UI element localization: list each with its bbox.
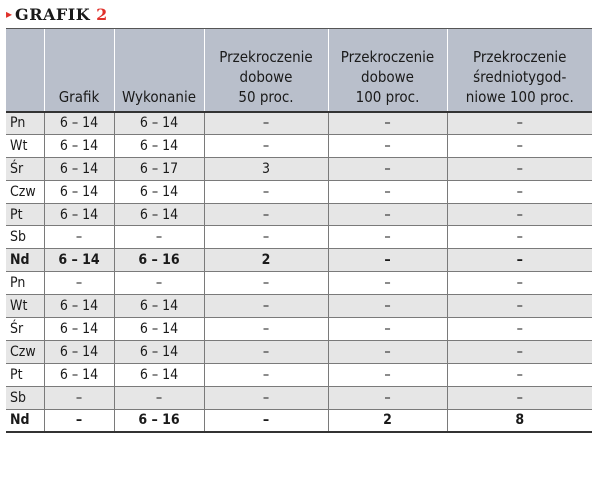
table-cell-overtime-daily-100: – [328, 112, 447, 135]
table-cell-overtime-daily-50: – [204, 295, 328, 318]
table-cell-wykonanie: 6 – 14 [114, 134, 204, 157]
table-cell-overtime-weekly-100: – [447, 112, 592, 135]
table-cell-overtime-daily-100: – [328, 249, 447, 272]
table-cell-overtime-weekly-100: – [447, 272, 592, 295]
table-cell-overtime-weekly-100: – [447, 134, 592, 157]
figure-number: 2 [96, 4, 108, 24]
table-row [6, 180, 592, 203]
table-cell-overtime-weekly-100: – [447, 249, 592, 272]
table-cell-overtime-daily-100: – [328, 203, 447, 226]
table-cell-grafik: – [44, 226, 114, 249]
table-row [6, 134, 592, 157]
table-cell-grafik: 6 – 14 [44, 318, 114, 341]
table-cell-grafik: 6 – 14 [44, 134, 114, 157]
day-cell: Pn [6, 272, 44, 295]
column-header-line: Wykonanie [121, 87, 197, 106]
day-cell: Sb [6, 226, 44, 249]
day-cell: Nd [6, 249, 44, 272]
table-cell-overtime-daily-50: – [204, 180, 328, 203]
figure-header [6, 3, 107, 25]
table-row [6, 318, 592, 341]
table-cell-overtime-daily-50: – [204, 318, 328, 341]
table-cell-grafik: 6 – 14 [44, 363, 114, 386]
table-cell-grafik: – [44, 409, 114, 432]
column-header-line: dobowe [239, 67, 293, 86]
column-header-overtime-weekly-100 [447, 29, 592, 112]
table-cell-wykonanie: 6 – 14 [114, 180, 204, 203]
table-row [6, 272, 592, 295]
table-cell-overtime-daily-50: – [204, 203, 328, 226]
table-cell-overtime-daily-100: – [328, 180, 447, 203]
day-cell: Czw [6, 180, 44, 203]
table-cell-grafik: – [44, 272, 114, 295]
day-cell: Sb [6, 386, 44, 409]
table-cell-wykonanie: 6 – 14 [114, 203, 204, 226]
column-header-line: niowe 100 proc. [465, 87, 574, 106]
table-cell-wykonanie: 6 – 14 [114, 340, 204, 363]
column-header-grafik [44, 29, 114, 112]
table-cell-overtime-daily-50: – [204, 409, 328, 432]
table-cell-wykonanie: 6 – 16 [114, 409, 204, 432]
table-cell-grafik: 6 – 14 [44, 340, 114, 363]
table-cell-overtime-weekly-100: – [447, 180, 592, 203]
table-cell-grafik: 6 – 14 [44, 295, 114, 318]
column-header-line: Przekroczenie [472, 47, 567, 66]
day-cell: Wt [6, 134, 44, 157]
table-cell-wykonanie: 6 – 14 [114, 363, 204, 386]
day-cell: Pt [6, 363, 44, 386]
table-cell-overtime-daily-50: 2 [204, 249, 328, 272]
day-cell: Pt [6, 203, 44, 226]
table-row [6, 340, 592, 363]
table-row [6, 363, 592, 386]
schedule-table [6, 28, 592, 433]
table-cell-overtime-daily-100: – [328, 318, 447, 341]
table-cell-wykonanie: – [114, 386, 204, 409]
table-cell-overtime-daily-50: – [204, 386, 328, 409]
table-cell-overtime-weekly-100: – [447, 157, 592, 180]
column-header-line: Przekroczenie [219, 47, 313, 66]
table-cell-overtime-daily-50: – [204, 363, 328, 386]
table-cell-grafik: 6 – 14 [44, 180, 114, 203]
day-cell: Nd [6, 409, 44, 432]
table-cell-overtime-daily-50: – [204, 226, 328, 249]
column-header-line: średniotygod- [473, 67, 567, 86]
column-header-line: dobowe [361, 67, 414, 86]
table-cell-overtime-weekly-100: – [447, 226, 592, 249]
table-cell-wykonanie: 6 – 14 [114, 112, 204, 135]
column-header-day [6, 29, 44, 112]
arrow-icon: ▸ [6, 7, 13, 21]
table-cell-overtime-daily-50: – [204, 134, 328, 157]
figure-title: GRAFIK [15, 4, 91, 24]
table-cell-overtime-daily-100: – [328, 340, 447, 363]
table-cell-overtime-daily-100: – [328, 157, 447, 180]
table-cell-overtime-weekly-100: – [447, 363, 592, 386]
table-cell-overtime-daily-50: – [204, 112, 328, 135]
table-cell-overtime-weekly-100: – [447, 386, 592, 409]
table-row [6, 409, 592, 432]
table-cell-overtime-daily-100: – [328, 226, 447, 249]
table-row [6, 203, 592, 226]
table-header [6, 29, 592, 112]
table-cell-wykonanie: – [114, 272, 204, 295]
table-cell-wykonanie: 6 – 16 [114, 249, 204, 272]
table-cell-overtime-daily-100: – [328, 363, 447, 386]
table-cell-wykonanie: – [114, 226, 204, 249]
table-row [6, 157, 592, 180]
table-row [6, 226, 592, 249]
table-cell-overtime-daily-50: 3 [204, 157, 328, 180]
table-cell-grafik: 6 – 14 [44, 203, 114, 226]
column-header-line: 100 proc. [355, 87, 420, 106]
column-header-overtime-daily-50 [204, 29, 328, 112]
day-cell: Wt [6, 295, 44, 318]
column-header-line: 50 proc. [238, 87, 294, 106]
table-cell-grafik: 6 – 14 [44, 157, 114, 180]
column-header-line: Przekroczenie [340, 47, 435, 66]
column-header-overtime-daily-100 [328, 29, 447, 112]
table-cell-overtime-daily-100: 2 [328, 409, 447, 432]
table-cell-grafik: 6 – 14 [44, 249, 114, 272]
table-row [6, 249, 592, 272]
day-cell: Czw [6, 340, 44, 363]
table-cell-grafik: 6 – 14 [44, 112, 114, 135]
column-header-wykonanie [114, 29, 204, 112]
table-cell-overtime-weekly-100: 8 [447, 409, 592, 432]
table-cell-overtime-daily-100: – [328, 386, 447, 409]
table-row [6, 112, 592, 135]
table-row [6, 386, 592, 409]
column-header-line: Grafik [58, 87, 100, 106]
table-body [6, 112, 592, 432]
table-cell-overtime-weekly-100: – [447, 340, 592, 363]
table-cell-overtime-daily-100: – [328, 272, 447, 295]
day-cell: Pn [6, 112, 44, 135]
table-cell-overtime-daily-100: – [328, 134, 447, 157]
header-row [6, 29, 592, 112]
table-cell-overtime-daily-50: – [204, 340, 328, 363]
table-cell-overtime-weekly-100: – [447, 203, 592, 226]
table-cell-overtime-weekly-100: – [447, 295, 592, 318]
table-cell-overtime-daily-50: – [204, 272, 328, 295]
day-cell: Śr [6, 318, 44, 341]
table-cell-wykonanie: 6 – 14 [114, 318, 204, 341]
day-cell: Śr [6, 157, 44, 180]
table-row [6, 295, 592, 318]
table-cell-overtime-daily-100: – [328, 295, 447, 318]
table-cell-wykonanie: 6 – 17 [114, 157, 204, 180]
table-cell-wykonanie: 6 – 14 [114, 295, 204, 318]
table-cell-grafik: – [44, 386, 114, 409]
table-cell-overtime-weekly-100: – [447, 318, 592, 341]
